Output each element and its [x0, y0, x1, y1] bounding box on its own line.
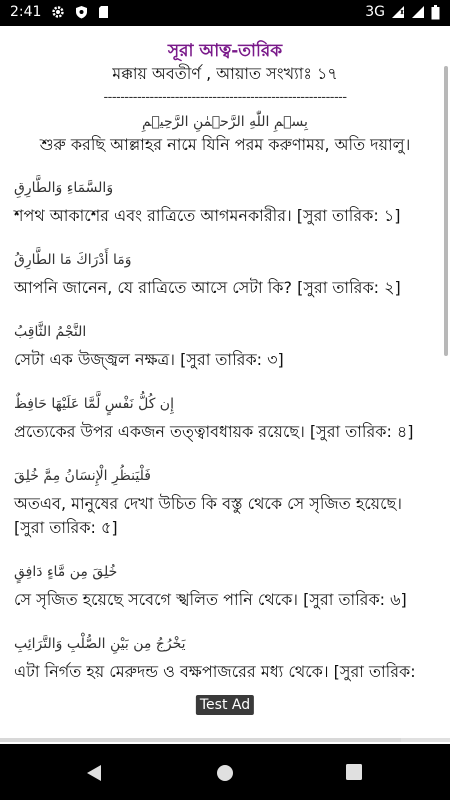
verse-translation: শপথ আকাশের এবং রাত্রিতে আগমনকারীর। [সুরা তারিক: ১]: [14, 206, 401, 225]
verse-translation: প্রত্যেকের উপর একজন তত্ত্বাবধায়ক রয়েছে। [সুরা তারিক: ৪]: [14, 422, 414, 441]
sd-card-icon: [98, 5, 109, 19]
ad-progress-bar: [0, 738, 450, 742]
bismillah-bangla: শুরু করছি আল্লাহর নামে যিনি পরম করুণাময়, অতি দয়ালু।: [39, 135, 411, 154]
verse-arabic: النَّجْمُ الثَّاقِبُ: [14, 324, 87, 340]
bismillah-arabic: بِسۡمِ اللّٰهِ الرَّحۡمٰنِ الرَّحِیۡمِ: [142, 114, 308, 130]
verse-arabic: فَلْيَنظُرِ الْإِنسَانُ مِمَّ خُلِقَ: [14, 468, 151, 484]
verse-item: [14, 394, 436, 444]
verse-arabic: خُلِقَ مِن مَّاءٍ دَافِقٍ: [14, 564, 118, 580]
verse-item: [14, 322, 436, 372]
shield-icon: [75, 5, 88, 19]
verse-item: [14, 466, 436, 540]
verse-item: [14, 250, 436, 300]
verse-arabic: وَمَا أَدْرَاكَ مَا الطَّارِقُ: [14, 252, 132, 268]
ad-progress-fill: [0, 738, 401, 742]
verse-item: [14, 178, 436, 228]
verse-arabic: إِن كُلُّ نَفْسٍ لَّمَّا عَلَيْهَا حَافِظٌ: [14, 396, 174, 412]
verse-translation: সেটা এক উজ্জ্বল নক্ষত্র। [সুরা তারিক: ৩]: [14, 350, 284, 369]
status-bar: [0, 0, 450, 26]
verse-list: [0, 178, 450, 708]
home-icon[interactable]: [216, 764, 234, 786]
sura-title: সূরা আত্ব-তারিক: [167, 41, 283, 61]
sura-header: [0, 40, 450, 106]
status-left: [10, 4, 109, 20]
scrollbar[interactable]: [444, 66, 448, 356]
verse-item: [14, 562, 436, 612]
status-time: 2:41: [10, 4, 42, 20]
back-icon[interactable]: [86, 764, 102, 786]
status-right: [365, 4, 440, 20]
verse-translation: অতএব, মানুষের দেখা উচিত কি বস্তু থেকে সে সৃজিত হয়েছে। [সুরা তারিক: ৫]: [14, 494, 402, 537]
verse-arabic: وَالسَّمَاءِ وَالطَّارِقِ: [14, 180, 114, 196]
network-type: 3G: [365, 4, 385, 20]
sura-info: মক্কায় অবতীর্ণ , আয়াত সংখ্যাঃ ১৭: [112, 64, 338, 83]
ad-banner[interactable]: [0, 688, 450, 744]
divider: ----------------------------------------------------------: [103, 90, 347, 105]
sura-content[interactable]: [0, 26, 450, 688]
verse-translation: সে সৃজিত হয়েছে সবেগে স্খলিত পানি থেকে। [সুরা তারিক: ৬]: [14, 590, 407, 609]
navigation-bar: [0, 744, 450, 800]
gear-icon: [51, 5, 65, 19]
recents-icon[interactable]: [346, 764, 362, 784]
verse-arabic: يَخْرُجُ مِن بَيْنِ الصُّلْبِ وَالتَّرَائِبِ: [14, 636, 186, 652]
verse-translation: এটা নির্গত হয় মেরুদন্ড ও বক্ষপাজরের মধ্য থেকে। [সুরা তারিক:: [14, 662, 416, 681]
wifi-icon: [391, 5, 405, 19]
verse-translation: আপনি জানেন, যে রাত্রিতে আসে সেটা কি? [সুরা তারিক: ২]: [14, 278, 401, 297]
battery-icon: [431, 5, 440, 20]
ad-label[interactable]: Test Ad: [196, 695, 254, 715]
signal-icon: [411, 5, 425, 19]
